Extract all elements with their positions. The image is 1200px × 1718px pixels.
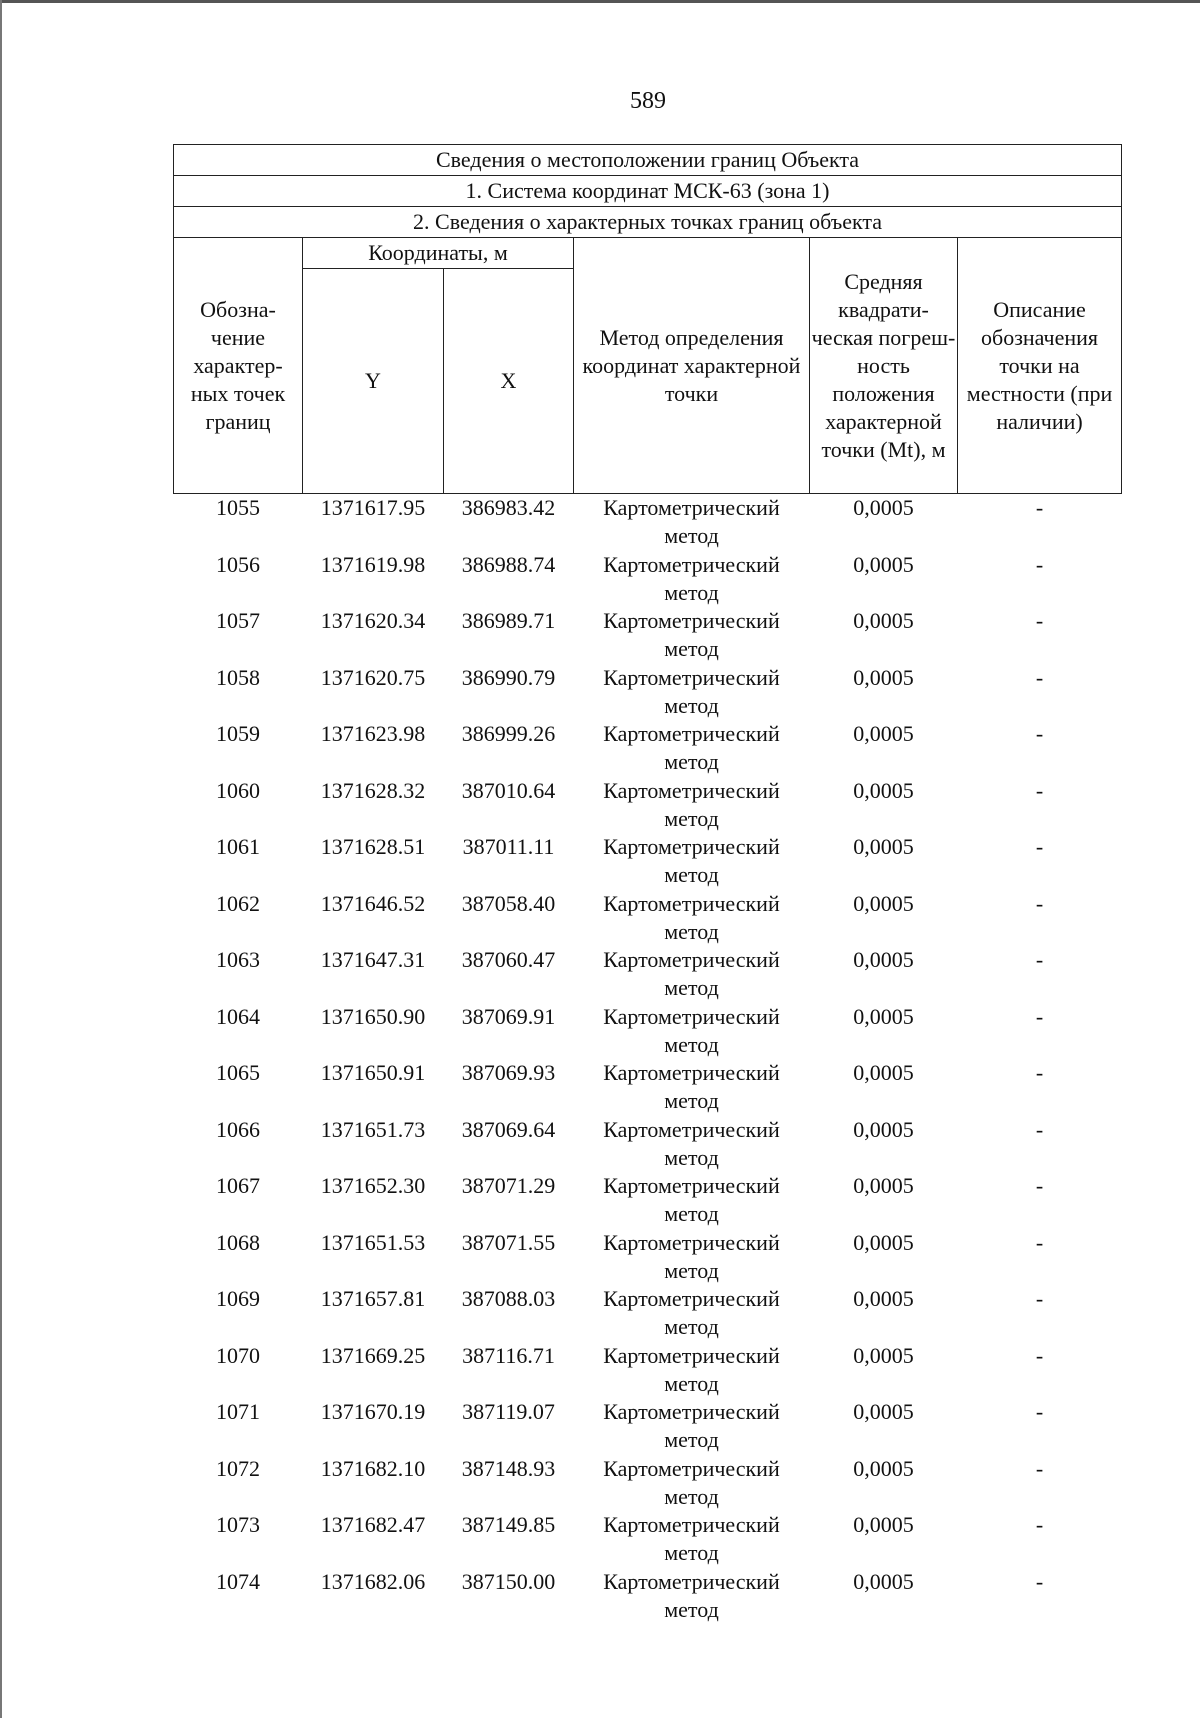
cell-point-id: 1073 [216, 1512, 260, 1537]
cell-y: 1371628.32 [320, 777, 426, 803]
header-point-id: Обозна- чение характер- ных точек границ [174, 238, 303, 494]
cell-x: 386989.71 [461, 608, 556, 633]
cell-point-id: 1061 [216, 834, 260, 859]
table-row [174, 833, 1122, 890]
table-row [174, 1398, 1122, 1455]
cell-y: 1371650.91 [320, 1060, 426, 1085]
cell-method [574, 1511, 810, 1568]
cell-mean-square-error: 0,0005 [853, 495, 914, 520]
cell-point-id: 1057 [216, 608, 260, 633]
cell-y: 1371646.52 [320, 890, 426, 916]
cell-method-line2: метод [664, 918, 719, 944]
cell-method [574, 946, 810, 1003]
cell-method [574, 494, 810, 551]
cell-point-id: 1055 [216, 495, 260, 520]
cell-mean-square-error: 0,0005 [853, 1342, 914, 1368]
cell-point-id: 1069 [216, 1286, 260, 1311]
cell-method-line1: Картометрический [603, 1568, 780, 1594]
table-row [174, 1342, 1122, 1399]
cell-method-line2: метод [664, 1144, 719, 1170]
cell-x: 387149.85 [461, 1512, 556, 1537]
cell-description: - [1035, 1116, 1044, 1142]
cell-mean-square-error: 0,0005 [853, 664, 914, 690]
cell-method-line1: Картометрический [603, 1342, 780, 1368]
cell-method [574, 1003, 810, 1060]
table-row [174, 1285, 1122, 1342]
table-row [174, 607, 1122, 664]
cell-description: - [1035, 890, 1044, 916]
cell-method-line1: Картометрический [603, 721, 780, 746]
table-row [174, 890, 1122, 947]
cell-description: - [1035, 1399, 1044, 1424]
cell-method-line2: метод [664, 1596, 719, 1622]
cell-method [574, 890, 810, 947]
cell-mean-square-error: 0,0005 [853, 1512, 914, 1537]
header-description: Описание обозначения точки на местности (при наличии) [958, 238, 1122, 494]
boundary-points-table [173, 144, 1122, 1624]
table-row [174, 1059, 1122, 1116]
cell-x: 386990.79 [461, 664, 556, 690]
cell-method-line2: метод [664, 1540, 719, 1565]
cell-y: 1371628.51 [320, 834, 426, 859]
cell-method-line1: Картометрический [603, 551, 780, 577]
cell-method-line2: метод [664, 749, 719, 774]
cell-description: - [1035, 1286, 1044, 1311]
table-row [174, 1229, 1122, 1286]
cell-mean-square-error: 0,0005 [853, 890, 914, 916]
cell-x: 387119.07 [462, 1399, 555, 1424]
cell-method-line1: Картометрический [603, 1173, 780, 1198]
cell-method-line2: метод [664, 1201, 719, 1226]
cell-method-line1: Картометрический [603, 834, 780, 859]
table-body [174, 494, 1122, 1625]
cell-method-line2: метод [664, 1257, 719, 1283]
cell-x: 386999.26 [461, 721, 556, 746]
cell-mean-square-error: 0,0005 [853, 1286, 914, 1311]
cell-method-line1: Картометрический [603, 890, 780, 916]
cell-method [574, 1398, 810, 1455]
cell-y: 1371620.34 [320, 608, 426, 633]
cell-y: 1371650.90 [320, 1003, 426, 1029]
cell-mean-square-error: 0,0005 [853, 777, 914, 803]
cell-point-id: 1068 [216, 1229, 260, 1255]
cell-y: 1371682.47 [320, 1512, 426, 1537]
cell-mean-square-error: 0,0005 [853, 1060, 914, 1085]
cell-method-line1: Картометрический [603, 1060, 780, 1085]
cell-point-id: 1066 [216, 1116, 260, 1142]
cell-method-line2: метод [664, 1314, 719, 1339]
cell-method [574, 833, 810, 890]
header-method: Метод определения координат характерной точки [574, 238, 810, 494]
cell-point-id: 1058 [216, 664, 260, 690]
cell-mean-square-error: 0,0005 [853, 834, 914, 859]
cell-method-line2: метод [664, 975, 719, 1000]
cell-y: 1371651.53 [320, 1229, 426, 1255]
table-row [174, 1003, 1122, 1060]
cell-method-line1: Картометрический [603, 1116, 780, 1142]
cell-description: - [1035, 551, 1044, 577]
cell-method-line1: Картометрический [603, 947, 780, 972]
cell-method-line2: метод [664, 523, 719, 548]
cell-point-id: 1072 [216, 1455, 260, 1481]
cell-y: 1371647.31 [320, 947, 426, 972]
cell-description: - [1035, 1003, 1044, 1029]
table-row [174, 1116, 1122, 1173]
cell-mean-square-error: 0,0005 [853, 1173, 914, 1198]
cell-method [574, 607, 810, 664]
cell-description: - [1035, 1568, 1044, 1594]
table-row [174, 664, 1122, 721]
cell-mean-square-error: 0,0005 [853, 1003, 914, 1029]
cell-x: 386983.42 [461, 495, 556, 520]
cell-method-line2: метод [664, 805, 719, 831]
cell-point-id: 1070 [216, 1342, 260, 1368]
cell-y: 1371682.06 [320, 1568, 426, 1594]
cell-method-line2: метод [664, 1088, 719, 1113]
cell-method [574, 1568, 810, 1625]
cell-x: 387069.64 [461, 1116, 556, 1142]
cell-y: 1371682.10 [320, 1455, 426, 1481]
cell-method-line1: Картометрический [603, 608, 780, 633]
cell-description: - [1035, 1342, 1044, 1368]
cell-method-line2: метод [664, 1370, 719, 1396]
cell-mean-square-error: 0,0005 [853, 947, 914, 972]
cell-x: 387010.64 [461, 777, 556, 803]
cell-description: - [1035, 834, 1044, 859]
table-row [174, 720, 1122, 777]
cell-point-id: 1074 [216, 1568, 260, 1594]
cell-method-line2: метод [664, 1483, 719, 1509]
cell-method-line1: Картометрический [603, 664, 780, 690]
cell-method-line2: метод [664, 1031, 719, 1057]
cell-method-line1: Картометрический [603, 1512, 780, 1537]
cell-method-line2: метод [664, 636, 719, 661]
cell-description: - [1035, 495, 1044, 520]
cell-method [574, 1059, 810, 1116]
cell-method [574, 777, 810, 834]
header-y: Y [303, 269, 444, 494]
cell-point-id: 1056 [216, 551, 260, 577]
cell-y: 1371652.30 [320, 1173, 426, 1198]
cell-method [574, 664, 810, 721]
cell-point-id: 1062 [216, 890, 260, 916]
cell-x: 387088.03 [461, 1286, 556, 1311]
cell-description: - [1035, 608, 1044, 633]
page-border-top [0, 0, 1200, 3]
cell-method [574, 1455, 810, 1512]
header-mean-square-error: Средняя квадрати- ческая погреш- ность положения характерной точки (Mt), м [810, 238, 958, 494]
table-title-coordinate-system: 1. Система координат МСК-63 (зона 1) [174, 176, 1122, 207]
table-row [174, 946, 1122, 1003]
header-x: X [444, 269, 574, 494]
cell-y: 1371670.19 [320, 1399, 426, 1424]
cell-x: 387058.40 [461, 890, 556, 916]
cell-method-line1: Картометрический [603, 1229, 780, 1255]
cell-y: 1371657.81 [320, 1286, 426, 1311]
cell-method [574, 551, 810, 608]
cell-y: 1371619.98 [320, 551, 426, 577]
cell-description: - [1035, 1512, 1044, 1537]
cell-method-line2: метод [664, 692, 719, 718]
cell-method-line1: Картометрический [603, 495, 780, 520]
cell-mean-square-error: 0,0005 [853, 1455, 914, 1481]
table-row [174, 1455, 1122, 1512]
cell-mean-square-error: 0,0005 [853, 1229, 914, 1255]
cell-y: 1371617.95 [320, 495, 426, 520]
cell-method-line1: Картометрический [603, 1003, 780, 1029]
cell-method-line2: метод [664, 579, 719, 605]
cell-method-line2: метод [664, 1427, 719, 1452]
cell-method [574, 1116, 810, 1173]
cell-mean-square-error: 0,0005 [853, 1399, 914, 1424]
cell-point-id: 1071 [216, 1399, 260, 1424]
header-coordinates: Координаты, м [303, 238, 574, 269]
cell-method-line1: Картометрический [603, 777, 780, 803]
cell-mean-square-error: 0,0005 [853, 1568, 914, 1594]
page-border-left [0, 0, 2, 1718]
cell-method [574, 1172, 810, 1229]
table-header [174, 145, 1122, 494]
page-number: 589 [630, 88, 666, 114]
cell-point-id: 1059 [216, 721, 260, 746]
cell-mean-square-error: 0,0005 [853, 1116, 914, 1142]
cell-point-id: 1065 [216, 1060, 260, 1085]
cell-mean-square-error: 0,0005 [853, 608, 914, 633]
cell-point-id: 1063 [216, 947, 260, 972]
cell-mean-square-error: 0,0005 [853, 551, 914, 577]
table-row [174, 1511, 1122, 1568]
cell-x: 387060.47 [461, 947, 556, 972]
cell-method-line1: Картометрический [603, 1455, 780, 1481]
cell-description: - [1035, 1455, 1044, 1481]
cell-description: - [1035, 1060, 1044, 1085]
cell-method [574, 1342, 810, 1399]
cell-method-line1: Картометрический [603, 1399, 780, 1424]
cell-y: 1371651.73 [320, 1116, 426, 1142]
cell-description: - [1035, 947, 1044, 972]
table-row [174, 494, 1122, 551]
cell-mean-square-error: 0,0005 [853, 721, 914, 746]
cell-x: 387011.11 [462, 834, 555, 859]
cell-y: 1371623.98 [320, 721, 426, 746]
cell-x: 387150.00 [461, 1568, 556, 1594]
table-row [174, 777, 1122, 834]
table-title-characteristic-points: 2. Сведения о характерных точках границ объекта [174, 207, 1122, 238]
cell-description: - [1035, 1173, 1044, 1198]
cell-x: 386988.74 [461, 551, 556, 577]
cell-point-id: 1064 [216, 1003, 260, 1029]
cell-description: - [1035, 777, 1044, 803]
cell-y: 1371620.75 [320, 664, 426, 690]
cell-method [574, 1285, 810, 1342]
cell-x: 387069.91 [461, 1003, 556, 1029]
cell-x: 387069.93 [461, 1060, 556, 1085]
cell-description: - [1035, 721, 1044, 746]
cell-point-id: 1060 [216, 777, 260, 803]
table-row [174, 1172, 1122, 1229]
table-row [174, 551, 1122, 608]
table-row [174, 1568, 1122, 1625]
table-title-location: Сведения о местоположении границ Объекта [174, 145, 1122, 176]
cell-x: 387071.55 [461, 1229, 556, 1255]
cell-method-line2: метод [664, 862, 719, 887]
cell-method-line1: Картометрический [603, 1286, 780, 1311]
cell-x: 387116.71 [462, 1342, 555, 1368]
cell-method [574, 720, 810, 777]
cell-x: 387071.29 [461, 1173, 556, 1198]
cell-y: 1371669.25 [320, 1342, 426, 1368]
cell-x: 387148.93 [461, 1455, 556, 1481]
cell-point-id: 1067 [216, 1173, 260, 1198]
cell-method [574, 1229, 810, 1286]
cell-description: - [1035, 1229, 1044, 1255]
cell-description: - [1035, 664, 1044, 690]
